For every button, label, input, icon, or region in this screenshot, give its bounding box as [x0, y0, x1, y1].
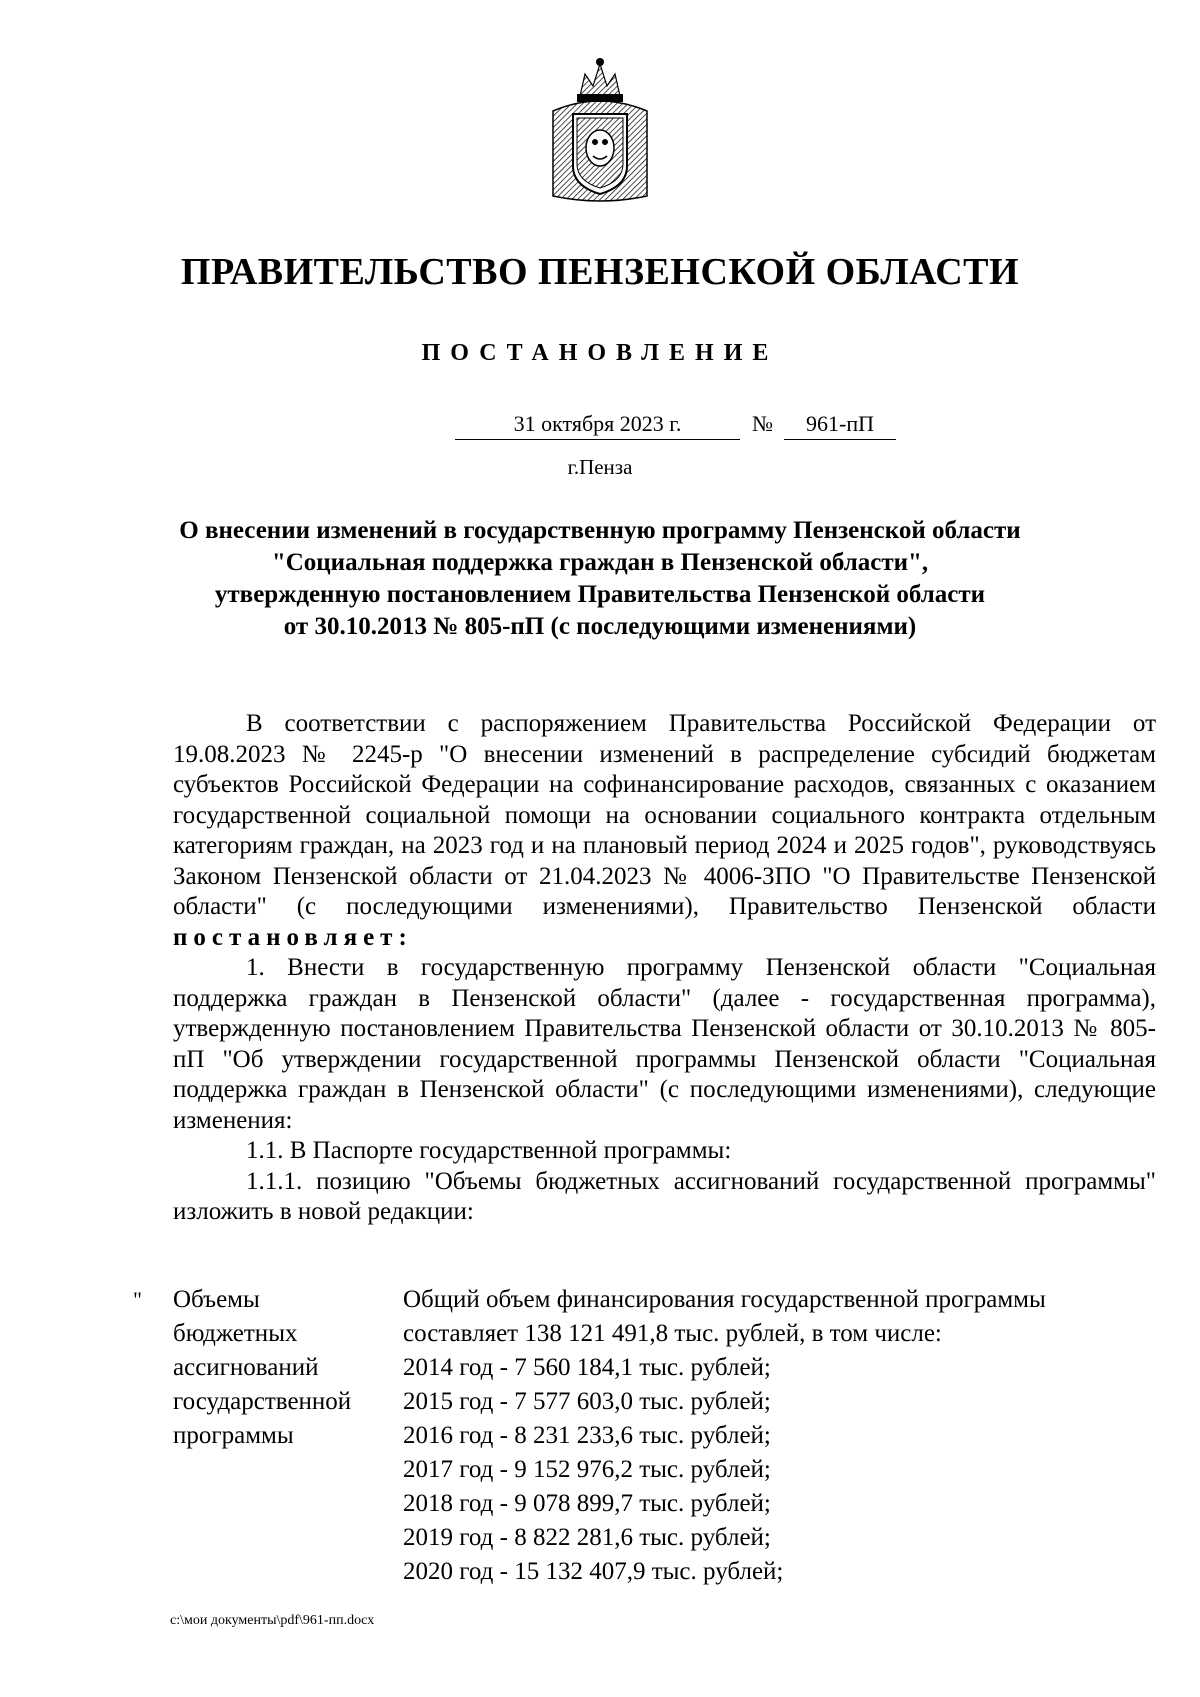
value-line: Общий объем финансирования государственной программы	[403, 1286, 1046, 1313]
passport-value-cell	[403, 1283, 1163, 1589]
value-line: 2018 год - 9 078 899,7 тыс. рублей;	[403, 1490, 771, 1517]
item-1-1-1-paragraph: 1.1.1. позицию "Объемы бюджетных ассигнований государственной программы" изложить в новой редакции:	[173, 1167, 1156, 1225]
heading-line: утвержденную постановлением Правительства Пензенской области	[214, 581, 986, 608]
value-line: 2016 год - 8 231 233,6 тыс. рублей;	[403, 1422, 771, 1449]
preamble-paragraph	[173, 709, 1156, 953]
coat-of-arms-icon	[545, 56, 655, 206]
document-body	[173, 709, 1156, 1228]
item-1-1-paragraph: 1.1. В Паспорте государственной программы:	[246, 1137, 732, 1164]
value-line: 2014 год - 7 560 184,1 тыс. рублей;	[403, 1354, 771, 1381]
opening-quote: "	[133, 1287, 142, 1312]
value-line: 2019 год - 8 822 281,6 тыс. рублей;	[403, 1524, 771, 1551]
value-line: 2015 год - 7 577 603,0 тыс. рублей;	[403, 1388, 771, 1415]
number-sign: №	[752, 411, 773, 436]
preamble-text: В соответствии с распоряжением Правительства Российской Федерации от 19.08.2023 № 2245-р "О внесении изменений в распределение субсидий бюджетам субъектов Российской Федерации на софинансирование расходов, связанных с оказанием государственной социальной помощи на основании социального контракта отдельным категориям граждан, на 2023 год и на плановый период 2024 и 2025 годов", руководствуясь Законом Пензенской области от 21.04.2023 № 4006-ЗПО "О Правительстве Пензенской области" (с последующими изменениями), Правительство Пензенской области	[173, 710, 1156, 920]
passport-label-cell	[173, 1283, 383, 1453]
resolves-word: постановляет:	[173, 923, 413, 951]
document-date: 31 октября 2023 г.	[455, 411, 740, 440]
heading-line: от 30.10.2013 № 805-пП (с последующими изменениями)	[283, 613, 917, 640]
label-line: программы	[173, 1422, 294, 1449]
heading-line: "Социальная поддержка граждан в Пензенской области",	[271, 549, 929, 576]
item-1-paragraph: 1. Внести в государственную программу Пензенской области "Социальная поддержка граждан в Пензенской области" (далее - государственная программа), утвержденную постановлением Правительства Пензенской области от 30.10.2013 № 805-пП "Об утверждении государственной программы Пензенской области "Социальная поддержка граждан в Пензенской области" (с последующими изменениями), следующие изменения:	[173, 954, 1156, 1134]
label-line: Объемы	[173, 1286, 260, 1313]
label-line: государственной	[173, 1388, 352, 1415]
document-number: 961-пП	[784, 411, 896, 440]
document-city: г.Пенза	[567, 455, 633, 479]
value-line: 2017 год - 9 152 976,2 тыс. рублей;	[403, 1456, 771, 1483]
document-heading	[160, 515, 1040, 643]
label-line: ассигнований	[173, 1354, 319, 1381]
heading-line: О внесении изменений в государственную программу Пензенской области	[179, 517, 1021, 544]
doc-type: ПОСТАНОВЛЕНИЕ	[421, 340, 779, 366]
value-line: 2020 год - 15 132 407,9 тыс. рублей;	[403, 1558, 784, 1585]
org-title: ПРАВИТЕЛЬСТВО ПЕНЗЕНСКОЙ ОБЛАСТИ	[180, 251, 1020, 293]
file-path-footer: c:\мои документы\pdf\961-пп.docx	[170, 1613, 375, 1628]
label-line: бюджетных	[173, 1320, 298, 1347]
value-line: составляет 138 121 491,8 тыс. рублей, в том числе:	[403, 1320, 942, 1347]
